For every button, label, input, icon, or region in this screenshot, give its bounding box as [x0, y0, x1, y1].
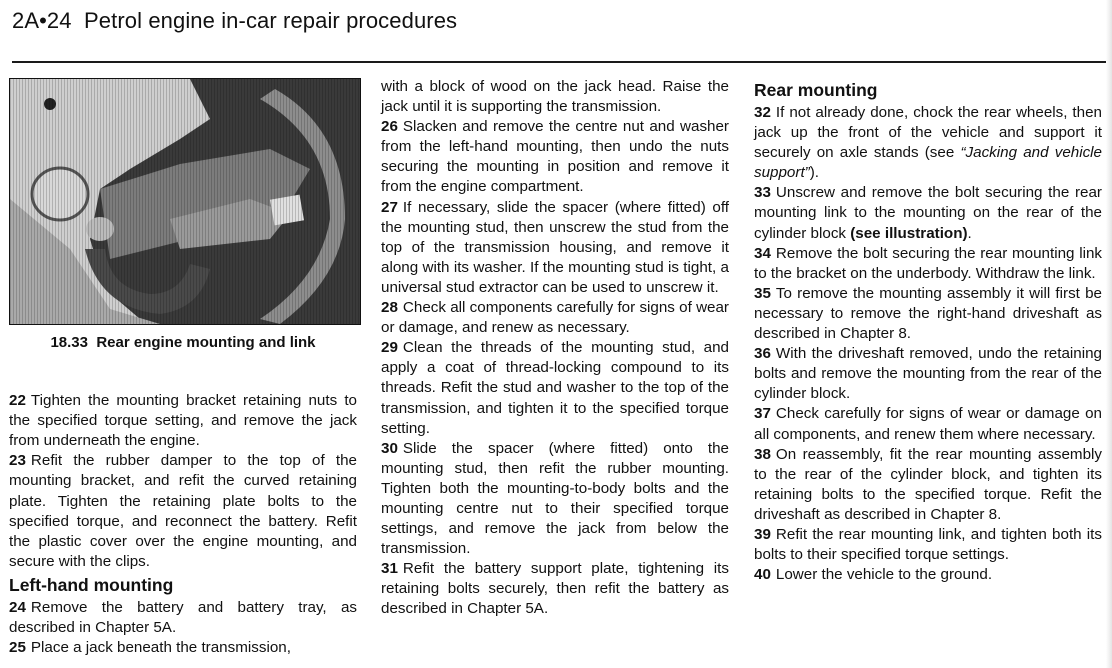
- step-text: Slide the spacer (where fitted) onto the mounting stud, then refit the rubber mounting. Tighten both the mounting-to-body bolts and the mounting centre nut to their specified torque settings, and remove the jack from below the transmission.: [381, 439, 729, 558]
- column-3: [754, 77, 1102, 585]
- page-number: 2A•24: [12, 8, 72, 33]
- page-header: [12, 8, 457, 34]
- column-1: [9, 78, 357, 658]
- step-number: 22: [9, 392, 26, 410]
- step-number: 32: [754, 104, 771, 121]
- caption-text: Rear engine mounting and link: [96, 334, 316, 351]
- caption-number: 18.33: [50, 334, 88, 351]
- step-number: 26: [381, 118, 398, 136]
- step-number: 23: [9, 452, 26, 470]
- step-24: [9, 598, 357, 638]
- step-36: [754, 344, 1102, 404]
- illustration-reference: (see illustration): [850, 224, 968, 242]
- step-23: [9, 451, 357, 572]
- step-text: With the driveshaft removed, undo the retaining bolts and remove the mounting from the rear of the cylinder block.: [754, 345, 1102, 403]
- step-text: If not already done, chock the rear wheels, then jack up the front of the vehicle and support it securely on axle stands (see: [754, 104, 1102, 162]
- step-30: [381, 439, 729, 560]
- step-text: Remove the bolt securing the rear mounting link to the bracket on the underbody. Withdraw the link.: [754, 244, 1102, 282]
- section-heading-rear-mounting: Rear mounting: [754, 80, 878, 100]
- step-33: [754, 183, 1102, 243]
- step-text: On reassembly, fit the rear mounting assembly to the rear of the cylinder block, and tighten its retaining bolts to the specified torque. Refit the driveshaft as described in Chapter 8.: [754, 445, 1102, 523]
- step-27: [381, 198, 729, 298]
- step-28: [381, 298, 729, 338]
- step-25-continuation: with a block of wood on the jack head. Raise the jack until it is supporting the transmission.: [381, 78, 729, 116]
- step-38: [754, 445, 1102, 525]
- column-2: [381, 77, 729, 620]
- step-text: Place a jack beneath the transmission,: [30, 639, 291, 657]
- step-number: 28: [381, 299, 398, 317]
- step-text: Tighten the mounting bracket retaining nuts to the specified torque setting, and remove the jack from underneath the engine.: [9, 392, 357, 450]
- step-37: [754, 404, 1102, 444]
- header-rule: [12, 61, 1112, 63]
- chapter-title: Petrol engine in-car repair procedures: [84, 8, 458, 33]
- step-number: 36: [754, 345, 771, 363]
- step-25: [9, 638, 357, 658]
- step-text: Remove the battery and battery tray, as described in Chapter 5A.: [9, 598, 357, 637]
- step-number: 25: [9, 639, 26, 657]
- step-26: [381, 117, 729, 197]
- step-text: Refit the battery support plate, tightening its retaining bolts securely, then refit the battery as described in Chapter 5A.: [381, 560, 729, 618]
- step-text: Refit the rear mounting link, and tighten both its bolts to their specified torque settings.: [754, 525, 1102, 564]
- step-number: 40: [754, 566, 771, 584]
- step-40: [754, 565, 1102, 585]
- step-35: [754, 284, 1102, 344]
- cross-reference: “Jacking and vehicle support”: [754, 144, 1103, 182]
- step-number: 39: [754, 525, 771, 543]
- step-number: 34: [754, 244, 771, 262]
- step-number: 30: [381, 439, 398, 457]
- step-number: 29: [381, 339, 398, 357]
- step-29: [381, 338, 729, 438]
- step-text: If necessary, slide the spacer (where fitted) off the mounting stud, then unscrew the stud from the top of the transmission housing, and remove it along with its washer. If the mounting stud is tight, a universal stud extractor can be used to unscrew it.: [381, 198, 729, 296]
- step-text-tail: ).: [809, 164, 819, 182]
- step-number: 33: [754, 184, 771, 202]
- step-number: 38: [754, 445, 771, 463]
- section-heading-left-hand-mounting: Left-hand mounting: [9, 574, 174, 595]
- page-edge-shadow: [1106, 0, 1112, 668]
- step-text: Slacken and remove the centre nut and washer from the left-hand mounting, then undo the nuts securing the mounting in position and remove it from the engine compartment.: [381, 118, 729, 196]
- step-text: Unscrew and remove the bolt securing the rear mounting link to the mounting on the rear of the cylinder block: [754, 184, 1102, 242]
- step-number: 31: [381, 560, 398, 578]
- step-39: [754, 525, 1102, 565]
- step-number: 24: [9, 598, 26, 616]
- figure-photo: [9, 78, 361, 325]
- step-text: Check all components carefully for signs of wear or damage, and renew as necessary.: [381, 299, 729, 337]
- step-31: [381, 559, 729, 619]
- step-text: Refit the rubber damper to the top of the mounting bracket, and refit the curved retaining plate. Tighten the retaining plate bolts to the specified torque, and reconnect the battery. Refit the plastic cover over the engine mounting, and secure with the clips.: [9, 452, 357, 570]
- step-number: 37: [754, 405, 771, 423]
- engine-mounting-photo: [10, 79, 360, 324]
- figure-caption: [9, 333, 357, 353]
- step-text-tail: .: [967, 224, 972, 242]
- step-32: [754, 103, 1102, 183]
- step-22: [9, 391, 357, 451]
- step-number: 27: [381, 198, 398, 216]
- step-text: Lower the vehicle to the ground.: [775, 566, 993, 584]
- step-34: [754, 244, 1102, 284]
- step-text: To remove the mounting assembly it will first be necessary to remove the right-hand driveshaft as described in Chapter 8.: [754, 284, 1102, 343]
- step-text: Clean the threads of the mounting stud, and apply a coat of thread-locking compound to its threads. Refit the stud and washer to the top of the transmission, and tighten it to the specified torque setting.: [381, 339, 729, 437]
- step-text: Check carefully for signs of wear or damage on all components, and renew them where necessary.: [754, 405, 1102, 443]
- step-number: 35: [754, 284, 771, 302]
